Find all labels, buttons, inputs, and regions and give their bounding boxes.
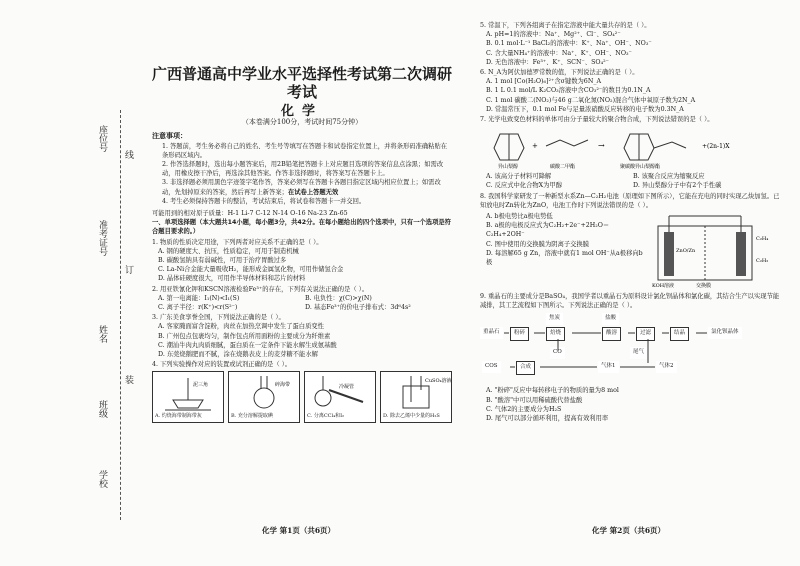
- option: B. 广州包点包裹均匀，制作包点所用面粉的主要成分为纤维素: [158, 332, 331, 340]
- flow-node: COS: [482, 361, 501, 372]
- distillation-icon: [305, 372, 375, 412]
- struct-label: 异山梨醇: [498, 164, 519, 171]
- option: D. 晶体硅硬度很大，可用作半导体材料和芯片的材料: [158, 275, 306, 283]
- notice-heading: 注意事项：: [152, 132, 187, 141]
- notice-item: 1. 答题前，考生务必将自己的姓名、考生号等填写在答题卡和试卷指定位置上，并将条形码准确粘贴在条形码区域内。: [162, 142, 448, 159]
- atomic-mass-line: 可能用到的相对原子质量：H-1 Li-7 C-12 N-14 O-16 Na-23 Zn-65: [152, 210, 348, 218]
- line-mark: 线: [123, 150, 133, 159]
- option: C. 1 mol 碳酸二(NO₂)与46 g二氧化氮(NO₂)混合气体中氧原子数为2N_A: [486, 96, 696, 104]
- wash-bottle-icon: [381, 372, 451, 412]
- subject-title: 化学: [280, 104, 323, 119]
- polymer-reaction-figure: [480, 126, 780, 170]
- apparatus-caption: D. 除去乙烯中少量的H₂S: [383, 413, 440, 420]
- option: C. La-Ni合金能大量吸收H₂，能形成金属氢化物，可用作储氢合金: [158, 266, 344, 274]
- section-one-heading: 一、单项选择题（本大题共14小题，每小题3分，共42分。在每小题给出的四个选项中，只有一个选项是符合题目要求的。）: [152, 219, 451, 236]
- flow-node: 盐酸: [602, 313, 619, 324]
- cell-label: 交换膜: [696, 283, 712, 289]
- name-label: 姓名: [97, 325, 107, 343]
- struct-label: 聚碳酸异山梨醇酯: [620, 164, 661, 171]
- question-1: [152, 238, 452, 284]
- question-stem: 4. 下列实验操作对应的装置或试剂正确的是（ ）。: [152, 361, 292, 369]
- apparatus-caption: B. 充分溶解提取碘: [231, 413, 273, 420]
- bind-mark: 装: [123, 375, 133, 384]
- apparatus-b: [228, 371, 300, 423]
- question-2: [152, 285, 452, 313]
- notice-item: 3. 非选择题必须用黑色字迹签字笔作答，答案必须写在答题卡各题目指定区域内相应位置上；如需改动，先划掉原来的答案，然后再写上新答案；在试卷上答题无效: [162, 179, 441, 196]
- cut-line: [120, 110, 121, 520]
- flow-node: 焦炭: [546, 313, 563, 324]
- apparatus-caption: A. 灼烧海带制海带灰: [155, 413, 202, 420]
- seat-label: 座位号: [97, 125, 107, 152]
- option: D. 无色溶液中：Fe³⁺、K⁺、SCN⁻、SO₄²⁻: [486, 58, 609, 66]
- option: C. 离子半径：r(K⁺)<r(S²⁻): [158, 304, 238, 312]
- option: B. a极的电极反应式为C₂H₂+2e⁻+2H₂O＝C₂H₄+2OH⁻: [486, 222, 610, 239]
- notice-item: 4. 考生必须保持答题卡的整洁，考试结束后，将试卷和答题卡一并交回。: [162, 197, 366, 205]
- option: B. 碳酸氢钠具有弱碱性，可用于治疗胃酸过多: [158, 257, 287, 265]
- notice-emphasis: 在试卷上答题无效: [287, 188, 339, 196]
- struct-label: +(2n-1)X: [702, 143, 730, 151]
- svg-text:→: →: [598, 141, 605, 151]
- question-stem: 7. 光学电致变色材料的单体可由分子量较大的聚合物合成，下列说法错误的是（ ）。: [480, 116, 714, 124]
- svg-text:碎海带: 碎海带: [275, 382, 291, 389]
- cell-label: ZnO/Zn: [676, 248, 696, 255]
- flow-node: CO: [550, 347, 565, 358]
- apparatus-a: [152, 371, 224, 423]
- question-stem: 6. N_A为阿伏加德罗常数的值，下列说法正确的是（ ）。: [480, 69, 639, 77]
- score-time-note: （本卷满分100分，考试时间75分钟）: [241, 118, 363, 127]
- apparatus-c: [304, 371, 376, 423]
- option: C. 图中使用的交换膜为阴离子交换膜: [486, 240, 590, 248]
- question-6: [480, 68, 780, 114]
- structure-icon: [480, 126, 780, 170]
- option: C. 反应式中化合物X为甲醇: [486, 182, 563, 190]
- option: B. 电负性：χ(C)>χ(N): [305, 294, 372, 302]
- question-8: [480, 192, 780, 290]
- flow-node: 过滤: [636, 327, 655, 340]
- page-footer-left: 化学 第1页（共6页）: [262, 526, 336, 535]
- school-label: 学校: [97, 470, 107, 488]
- struct-label: 碳酸二甲酯: [550, 164, 576, 171]
- cell-label: C₂H₄: [756, 236, 769, 243]
- apparatus-d: [380, 371, 452, 423]
- option: C. 潮汕牛肉丸肉质细腻，蛋白质在一定条件下能水解生成氨基酸: [158, 341, 337, 349]
- question-stem: 8. 我国科学家研发了一种新型水系Zn—C₂H₂电池（原理如下图所示），它能在充电的同时实现乙炔加氢。已知放电时Zn转化为ZnO，电池工作时下列说法错误的是（ ）。: [480, 192, 780, 209]
- battery-icon: [650, 212, 780, 288]
- exam-no-label: 准考证号: [97, 220, 107, 256]
- apparatus-caption: C. 分离CCl₄和I₂: [307, 413, 345, 420]
- option: B. "酸溶"中可以用稀硫酸代替盐酸: [486, 396, 583, 404]
- question-stem: 3. 广东美食享誉全国，下列说法正确的是（ ）。: [152, 314, 285, 322]
- process-flowchart: [480, 313, 780, 383]
- flow-node: 焙烧: [546, 327, 565, 340]
- option: B. 0.1 mol·L⁻¹ BaCl₂的溶液中：K⁺、Na⁺、OH⁻、NO₃⁻: [486, 40, 652, 48]
- flow-node: 粉碎: [510, 327, 529, 340]
- svg-text:CuSO₄溶液: CuSO₄溶液: [425, 378, 451, 385]
- flow-node: 酸溶: [602, 327, 621, 340]
- option: A. pH=1的溶液中：Na⁺、Mg²⁺、Cl⁻、SO₄²⁻: [486, 31, 621, 39]
- flow-node: 重晶石: [480, 327, 503, 338]
- svg-text:+: +: [532, 142, 538, 151]
- option: B. 1 L 0.1 mol/L K₂CO₃溶液中含CO₃²⁻的数目为0.1N_A: [486, 87, 651, 95]
- flow-node: 尾气: [630, 347, 647, 358]
- question-3: [152, 313, 452, 359]
- option: A. 第一电离能：I₁(N)<I₁(S): [158, 294, 240, 302]
- option: D. 常温常压下，0.1 mol Fe与足量浓硝酸反应转移的电子数为0.3N_A: [486, 105, 684, 113]
- flow-node: 气体2: [656, 361, 677, 372]
- option: D. 东莞烧鹅肥而不腻，涂在烧鹅表皮上的麦芽糖不能水解: [158, 351, 318, 359]
- flow-node: 合成: [516, 361, 535, 374]
- flow-arrows: [480, 313, 780, 383]
- question-4: [152, 360, 452, 423]
- cell-label: KOH溶液: [652, 283, 675, 289]
- notice-list: [152, 142, 452, 206]
- class-label: 班级: [97, 400, 107, 418]
- option: D. 基态Fe³⁺的价电子排布式：3d⁶4s²: [305, 304, 411, 312]
- option: A. 客家腌面富含淀粉，肉丝在加热烹调中发生了蛋白质变性: [158, 323, 324, 331]
- question-stem: 5. 常温下，下列各组离子在指定溶液中能大量共存的是（ ）。: [480, 22, 651, 29]
- seal-mark: 订: [123, 265, 133, 274]
- flow-node: 氯化钡晶体: [708, 327, 742, 338]
- paper-title: 广西普通高中学业水平选择性考试第二次调研考试: [152, 65, 453, 101]
- flow-node: 气体1: [598, 361, 619, 372]
- crucible-icon: [153, 372, 223, 412]
- binding-margin: [0, 0, 150, 566]
- question-7: [480, 115, 780, 191]
- question-stem: 1. 物质的性质决定用途，下列两者对应关系不正确的是（ ）。: [152, 238, 323, 246]
- flask-icon: [229, 372, 299, 412]
- flow-node: 结晶: [670, 327, 689, 340]
- option: D. 每溶解65 g Zn，溶液中就有1 mol OH⁻从a极移向b极: [486, 249, 643, 267]
- question-5: [480, 21, 780, 67]
- option: D. 异山梨醇分子中有2个手性碳: [633, 182, 722, 190]
- apparatus-figures: [152, 371, 452, 423]
- battery-figure: [480, 212, 780, 290]
- page-footer-right: 化学 第2页（共6页）: [592, 526, 666, 535]
- option: B. 该聚合反应为缩聚反应: [633, 173, 705, 181]
- left-column: [152, 20, 452, 425]
- question-9: [480, 292, 780, 423]
- cell-label: C₂H₂: [756, 258, 769, 265]
- option: A. "粉碎"反应中每转移电子的物质的量为8 mol: [486, 387, 619, 395]
- option: C. 气体2的主要成分为H₂S: [486, 405, 562, 413]
- option: A. 1 mol [Co(H₂O)₆]²⁺含σ键数为6N_A: [486, 78, 602, 86]
- option: A. 钢的硬度大、抗压，性质稳定，可用于制造机械: [158, 247, 299, 255]
- right-column: [480, 20, 780, 423]
- option: A. 该高分子材料可降解: [486, 173, 552, 181]
- svg-text:泥三角: 泥三角: [193, 382, 209, 389]
- question-stem: 2. 用亚铁氰化钾和KSCN溶液检验Fe³⁺的存在，下列有关说法正确的是（ ）。: [152, 285, 369, 293]
- option: A. b极电势比a极电势低: [486, 213, 553, 221]
- option: D. 尾气可以部分循环利用，提高有效利用率: [486, 415, 609, 423]
- notice-item: 2. 作答选择题时，选出每小题答案后，用2B铅笔把答题卡上对应题目选项的答案信息点涂黑；如需改动，用橡皮擦干净后，再选涂其他答案。作答非选择题时，将答案写在答题卡上。: [162, 161, 444, 178]
- option: C. 含大量NH₄⁺的溶液中：Na⁺、K⁺、OH⁻、NO₃⁻: [486, 49, 632, 57]
- svg-text:冷凝管: 冷凝管: [339, 384, 355, 391]
- question-stem: 9. 重晶石的主要成分是BaSO₄，我国学者以重晶石为原料设计氯化钡晶体和氯化碳，其结合生产以实现节能减排，其工艺流程如下图所示。下列说法正确的是（ ）。: [480, 293, 780, 310]
